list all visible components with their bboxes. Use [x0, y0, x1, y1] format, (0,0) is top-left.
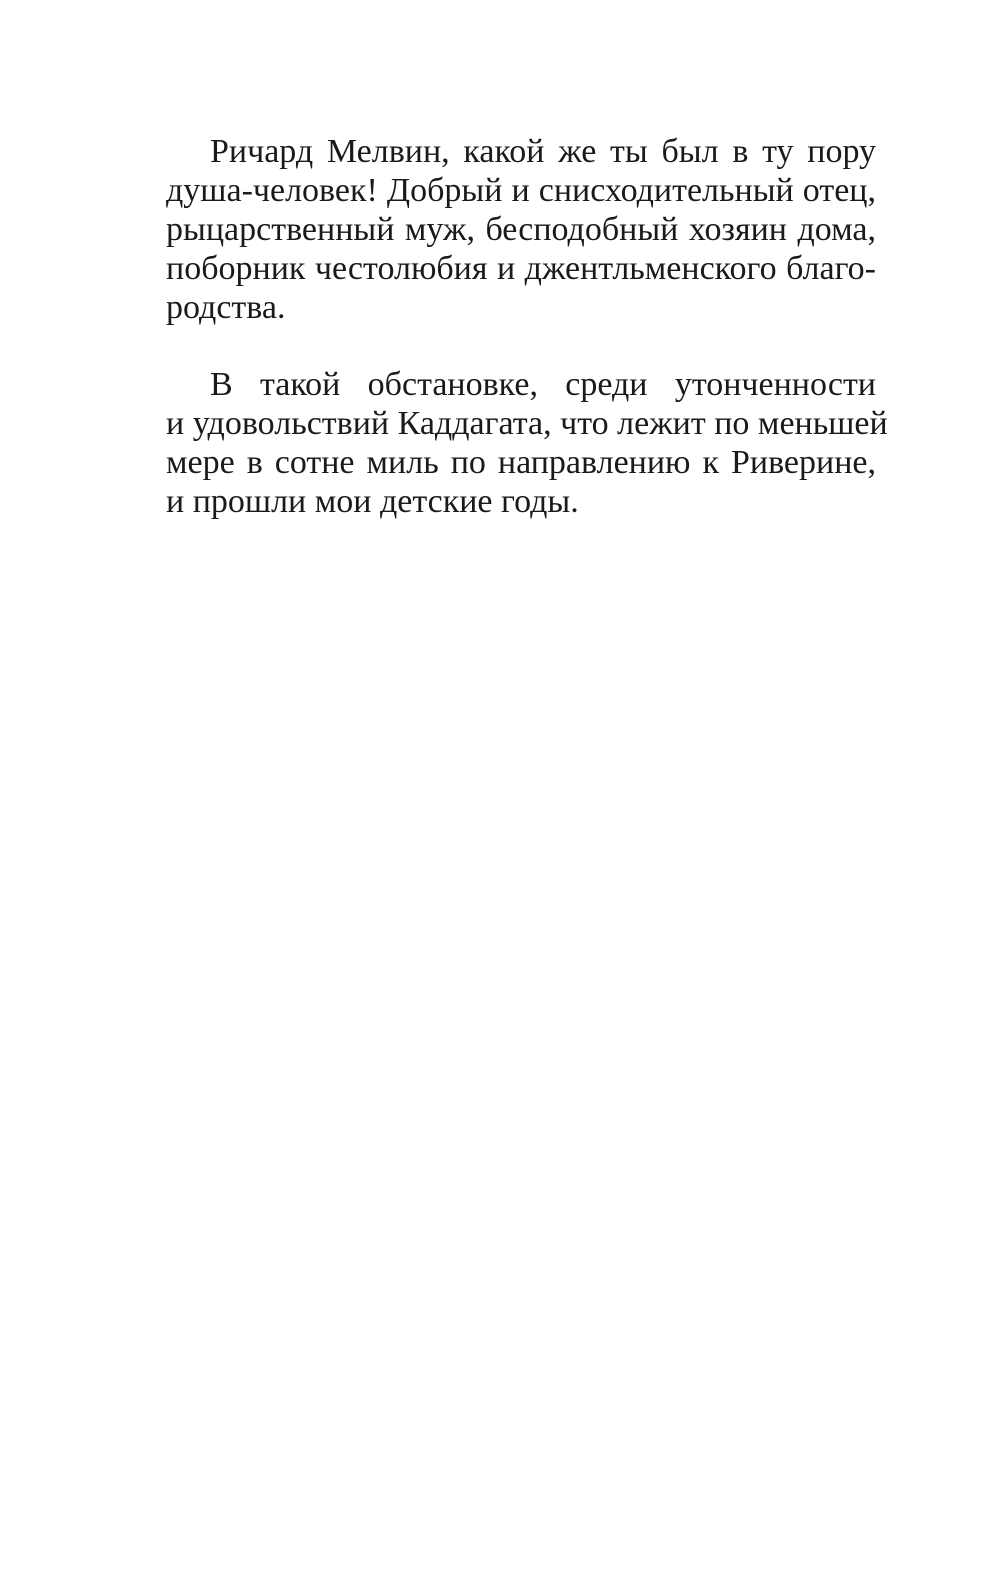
- paragraph-2: [166, 365, 888, 521]
- text-line: мере в сотне миль по направлению к Риверине,: [166, 444, 876, 481]
- text-line: рыцарственный муж, бесподобный хозяин дома,: [166, 211, 876, 248]
- text-line: и прошли мои детские годы.: [166, 483, 579, 520]
- text-line: поборник честолюбия и джентльменского благо-: [166, 250, 876, 287]
- text-line: родства.: [166, 289, 286, 326]
- text-line: и удовольствий Каддагата, что лежит по меньшей: [166, 405, 888, 442]
- text-line: В такой обстановке, среди утонченности: [210, 366, 876, 403]
- page-text: [166, 132, 888, 559]
- text-line: Ричард Мелвин, какой же ты был в ту пору: [210, 133, 876, 170]
- paragraph-1: [166, 132, 876, 327]
- text-line: душа-человек! Добрый и снисходительный отец,: [166, 172, 876, 209]
